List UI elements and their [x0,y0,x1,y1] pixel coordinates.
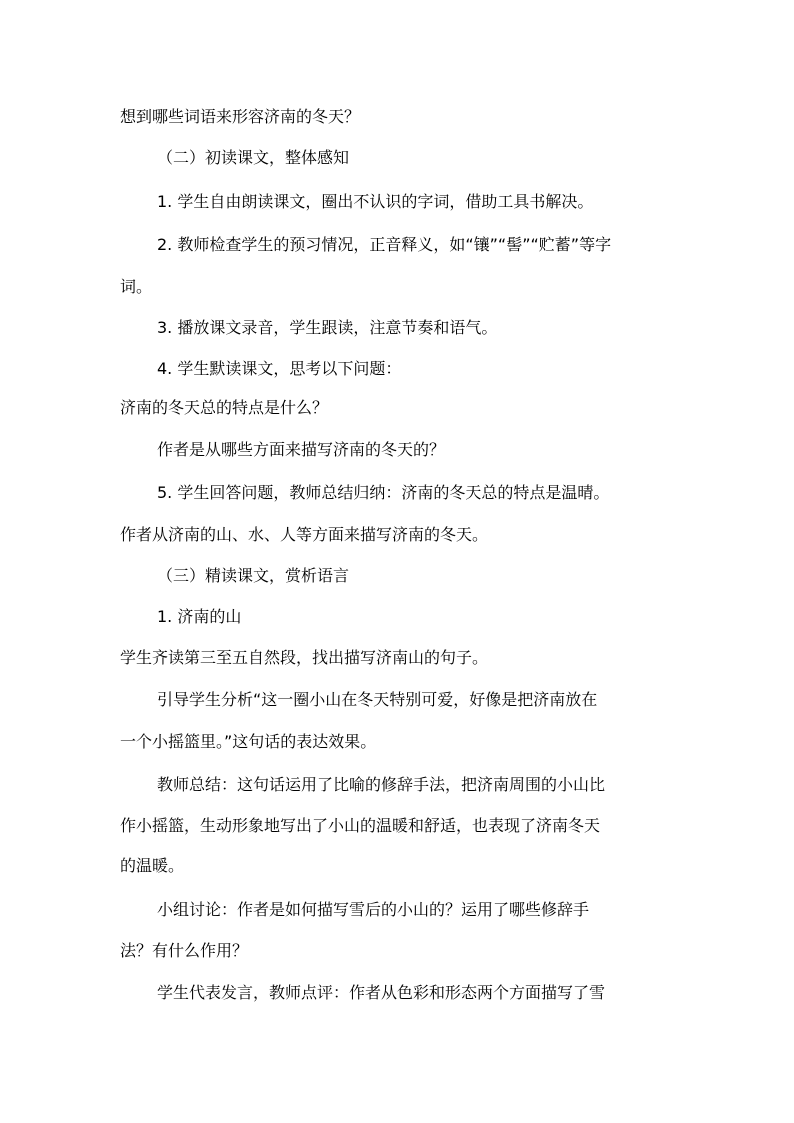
text-line: 作小摇篮，生动形象地写出了小山的温暖和舒适，也表现了济南冬天 [120,816,601,835]
text-line: 小组讨论：作者是如何描写雪后的小山的？运用了哪些修辞手 [157,900,590,919]
text-line: 的温暖。 [120,856,185,875]
text-line: 词。 [120,277,153,296]
text-line: 教师总结：这句话运用了比喻的修辞手法，把济南周围的小山比 [157,775,606,794]
text-line: 4. 学生默读课文，思考以下问题： [157,359,402,378]
text-line: 想到哪些词语来形容济南的冬天？ [120,107,361,126]
text-line: 济南的冬天总的特点是什么？ [120,398,329,417]
text-line: 学生代表发言，教师点评：作者从色彩和形态两个方面描写了雪 [157,983,606,1002]
text-line: 引导学生分析“这一圈小山在冬天特别可爱，好像是把济南放在 [157,690,598,709]
text-line: 3. 播放课文录音，学生跟读，注意节奏和语气。 [157,318,498,337]
section-heading: （二）初读课文，整体感知 [157,148,350,167]
subheading: 1. 济南的山 [157,607,242,626]
text-line: 1. 学生自由朗读课文，圈出不认识的字词，借助工具书解决。 [157,192,594,211]
section-heading: （三）精读课文，赏析语言 [157,566,350,585]
text-line: 法？有什么作用？ [120,941,249,960]
text-line: 一个小摇篮里。”这句话的表达效果。 [120,732,377,751]
text-line: 作者是从哪些方面来描写济南的冬天的？ [157,440,446,459]
text-line: 5. 学生回答问题，教师总结归纳：济南的冬天总的特点是温晴。 [157,483,610,502]
text-line: 2. 教师检查学生的预习情况，正音释义，如“镶”“髻”“贮蓄”等字 [157,235,612,254]
text-line: 作者从济南的山、水、人等方面来描写济南的冬天。 [120,525,489,544]
text-line: 学生齐读第三至五自然段，找出描写济南山的句子。 [120,648,489,667]
